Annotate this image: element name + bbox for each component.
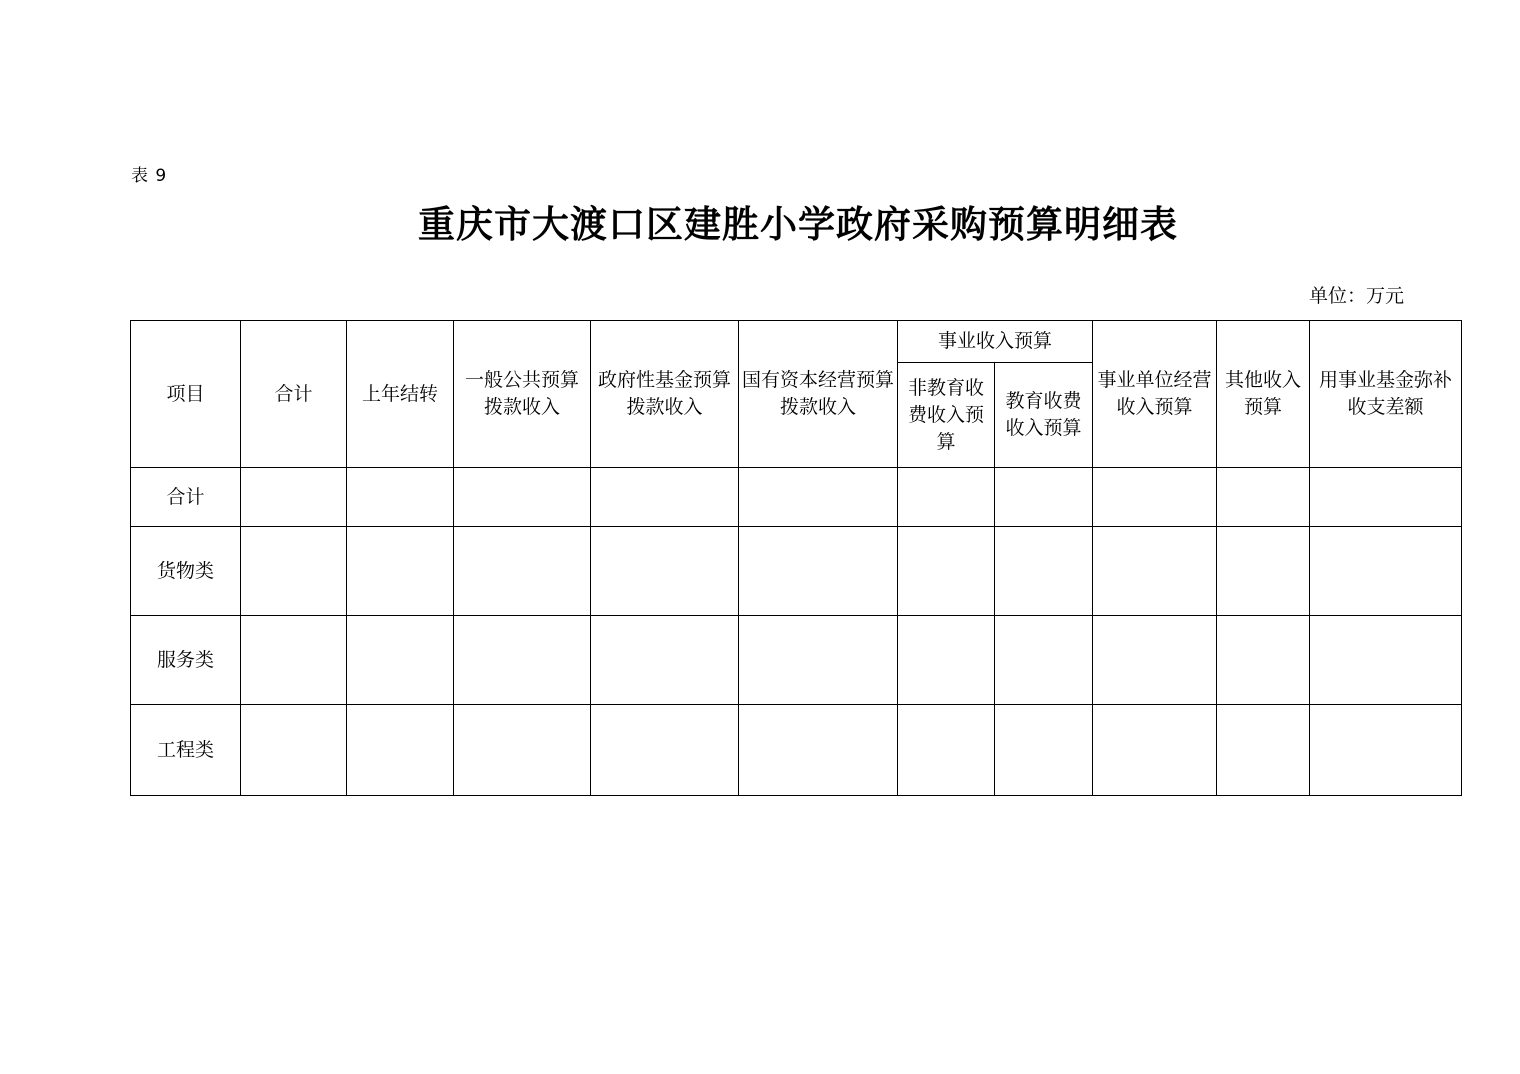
row-label: 合计 bbox=[131, 468, 241, 527]
table-cell bbox=[591, 705, 739, 796]
table-row bbox=[131, 468, 1462, 527]
table-cell bbox=[739, 705, 898, 796]
header-item: 项目 bbox=[131, 321, 241, 468]
table-cell bbox=[898, 616, 995, 705]
table-row bbox=[131, 527, 1462, 616]
table-cell bbox=[1093, 527, 1217, 616]
page-title: 重庆市大渡口区建胜小学政府采购预算明细表 bbox=[418, 203, 1178, 246]
table-cell bbox=[739, 616, 898, 705]
header-gov-fund-budget: 政府性基金预算拨款收入 bbox=[591, 321, 739, 468]
table-cell bbox=[1310, 616, 1462, 705]
table-cell bbox=[995, 527, 1093, 616]
table-cell bbox=[1093, 468, 1217, 527]
table-cell bbox=[1093, 616, 1217, 705]
table-cell bbox=[1093, 705, 1217, 796]
table-cell bbox=[898, 705, 995, 796]
table-cell bbox=[454, 705, 591, 796]
table-cell bbox=[1217, 468, 1310, 527]
table-cell bbox=[995, 705, 1093, 796]
header-undertaking-income: 事业收入预算 bbox=[898, 321, 1093, 363]
table-cell bbox=[898, 468, 995, 527]
table-cell bbox=[995, 468, 1093, 527]
table-cell bbox=[995, 616, 1093, 705]
table-cell bbox=[591, 468, 739, 527]
table-cell bbox=[241, 468, 347, 527]
table-cell bbox=[1310, 705, 1462, 796]
row-label: 工程类 bbox=[131, 705, 241, 796]
header-unit-operating-income: 事业单位经营收入预算 bbox=[1093, 321, 1217, 468]
unit-label: 单位：万元 bbox=[1309, 285, 1405, 307]
table-cell bbox=[739, 468, 898, 527]
header-state-capital-budget: 国有资本经营预算拨款收入 bbox=[739, 321, 898, 468]
table-row bbox=[131, 616, 1462, 705]
header-row bbox=[131, 321, 1462, 363]
table-cell bbox=[1217, 705, 1310, 796]
table-cell bbox=[347, 705, 454, 796]
header-other-income: 其他收入预算 bbox=[1217, 321, 1310, 468]
budget-table bbox=[130, 320, 1462, 796]
table-row bbox=[131, 705, 1462, 796]
table-cell bbox=[347, 468, 454, 527]
table-cell bbox=[241, 616, 347, 705]
table-cell bbox=[241, 527, 347, 616]
table-cell bbox=[241, 705, 347, 796]
table-cell bbox=[739, 527, 898, 616]
table-cell bbox=[454, 616, 591, 705]
header-edu-fee: 教育收费收入预算 bbox=[995, 363, 1093, 468]
table-cell bbox=[591, 616, 739, 705]
header-general-public-budget: 一般公共预算拨款收入 bbox=[454, 321, 591, 468]
table-cell bbox=[454, 468, 591, 527]
header-carryover: 上年结转 bbox=[347, 321, 454, 468]
table-cell bbox=[1310, 527, 1462, 616]
table-cell bbox=[1310, 468, 1462, 527]
table-cell bbox=[591, 527, 739, 616]
header-total: 合计 bbox=[241, 321, 347, 468]
table-number: 表 9 bbox=[131, 166, 168, 186]
header-non-edu-fee: 非教育收费收入预算 bbox=[898, 363, 995, 468]
table-cell bbox=[1217, 527, 1310, 616]
header-fund-offset: 用事业基金弥补收支差额 bbox=[1310, 321, 1462, 468]
table-cell bbox=[454, 527, 591, 616]
table-cell bbox=[347, 527, 454, 616]
row-label: 服务类 bbox=[131, 616, 241, 705]
table-cell bbox=[1217, 616, 1310, 705]
row-label: 货物类 bbox=[131, 527, 241, 616]
table-cell bbox=[898, 527, 995, 616]
table-cell bbox=[347, 616, 454, 705]
